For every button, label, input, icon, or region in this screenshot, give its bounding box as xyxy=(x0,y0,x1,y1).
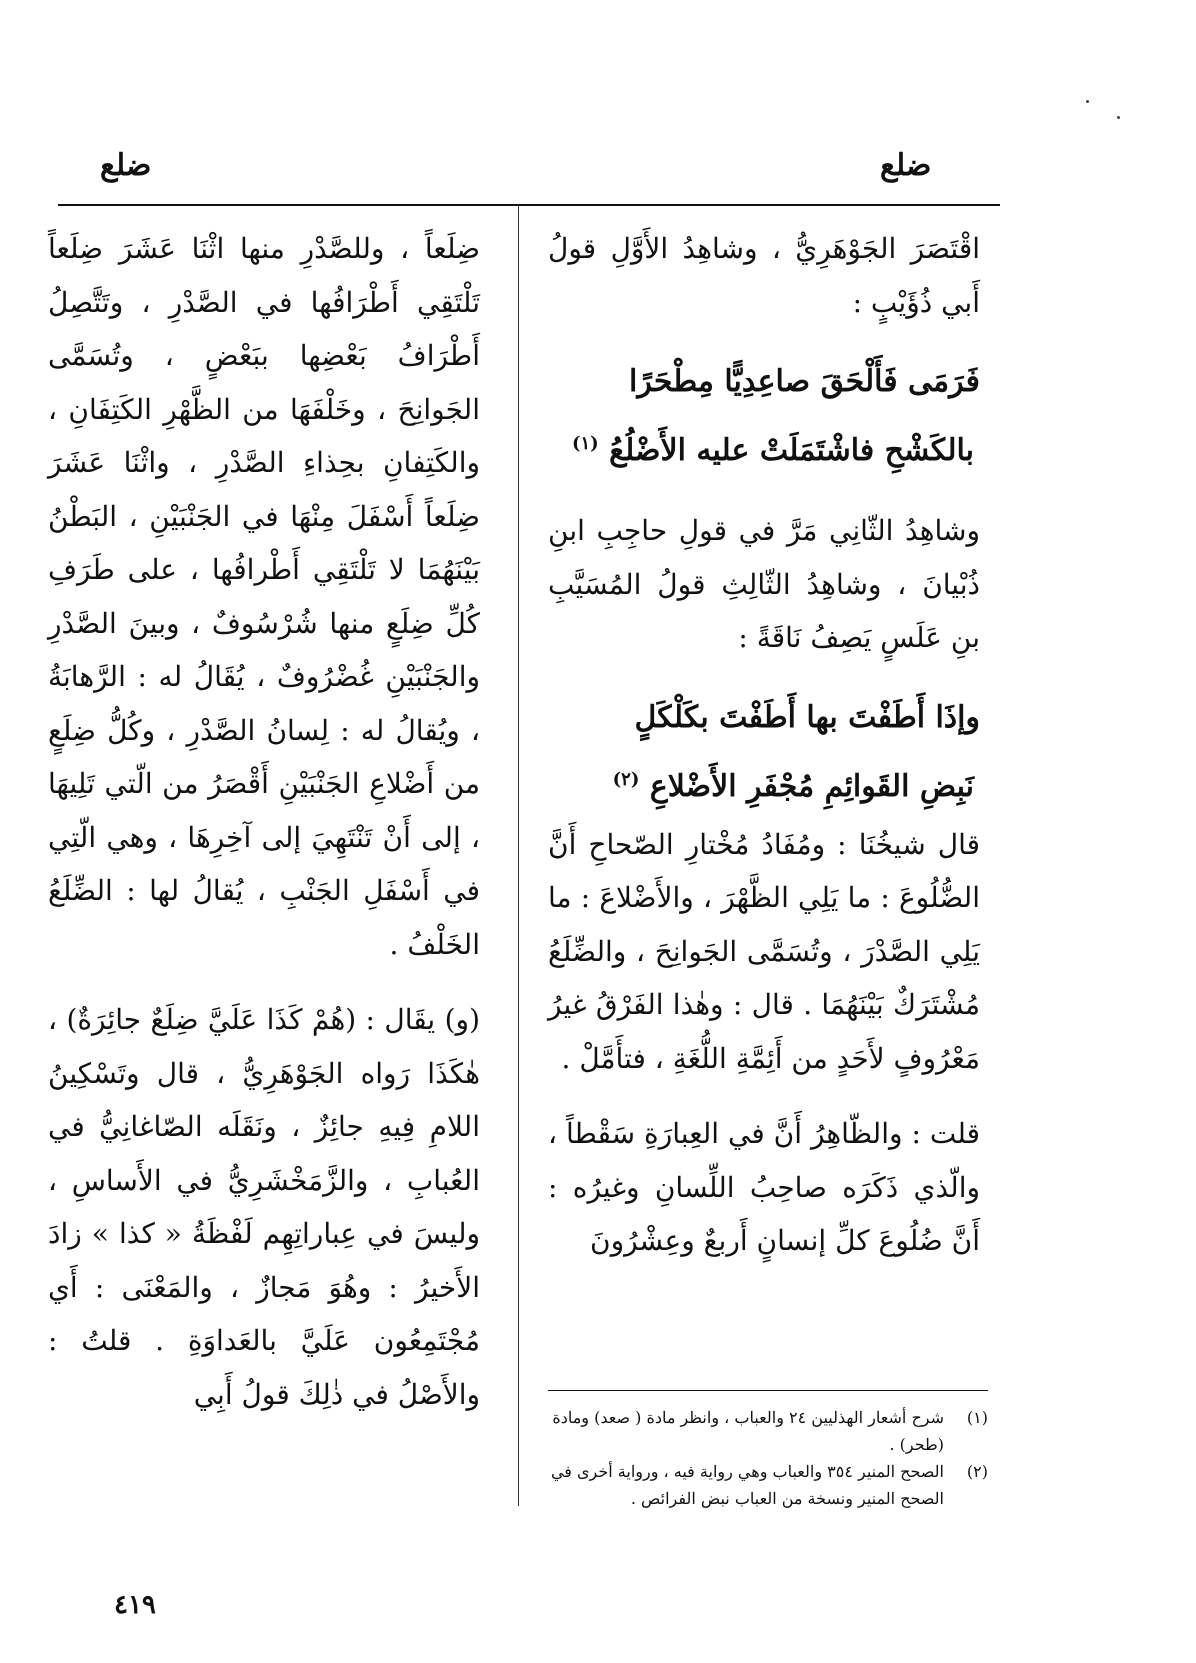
spacer xyxy=(548,1085,980,1107)
spacer xyxy=(548,329,980,351)
running-head-right: ضلع xyxy=(880,148,932,183)
column-divider xyxy=(518,206,519,1506)
spacer xyxy=(48,971,480,993)
scan-speck xyxy=(1086,100,1089,103)
footnote-marker-2: (٢) xyxy=(612,768,640,790)
footnote-1 xyxy=(548,1404,988,1458)
spacer xyxy=(548,482,980,504)
footnote-marker-1: (١) xyxy=(571,433,599,454)
right-para-4: قلت : والظّاهِرُ أَنَّ في العِبارَةِ سَقْطاً ، والّذي ذَكَرَه صاحِبُ اللِّسانِ وغيرُه : أَنَّ ضُلُوعَ كلِّ إنسانٍ أَربعٌ وعِشْرُونَ xyxy=(548,1117,980,1257)
page-number: ٤١٩ xyxy=(114,1590,156,1620)
footnote-rule xyxy=(548,1390,988,1391)
left-para-1: ضِلَعاً ، وللصَّدْرِ منها اثْنَا عَشَرَ ضِلَعاً تَلْتَقِي أَطْرَافُها في الصَّدْرِ ، وتَتَّصِلُ أَطْرَافُ بَعْضِها ببَعْضٍ ، وتُسَمَّى الجَوانِحَ ، وخَلْفَهَا من الظَّهْرِ الكَتِفَانِ ، والكَتِفانِ بحِذاءِ الصَّدْرِ ، واثْنَا عَشَرَ ضِلَعاً أَسْفَلَ مِنْهَا في الجَنْبَيْنِ ، البَطْنُ بَيْنَهُمَا لا تَلْتَقِي أَطْرافُها ، على طَرَفِ كُلِّ ضِلَعٍ منها شُرْسُوفٌ ، وبينَ الصَّدْرِ والجَنْبَيْنِ غُضْرُوفٌ ، يُقَالُ له : الرَّهابَةُ ، ويُقالُ له : لِسانُ الصَّدْرِ ، وكُلُّ ضِلَعٍ من أَضْلاعِ الجَنْبَيْنِ أَقْصَرُ من الّتي تَلِيهَا ، إلى أَنْ تَنْتَهِيَ إلى آخِرِهَا ، وهي الّتِي في أَسْفَلِ الجَنْبِ ، يُقالُ لها : الضِّلَعُ الخَلْفُ . xyxy=(48,232,480,961)
footnote-2 xyxy=(548,1458,988,1512)
verse-1-line-1: فَرَمَى فَأَلْحَقَ صاعِدِيًّا مِطْحَرًا xyxy=(629,364,980,399)
verse-1-line-2 xyxy=(548,413,980,482)
footnote-2-number: (٢) xyxy=(966,1462,988,1481)
left-para-2: (و) يقَال : (هُمْ كَذَا عَلَيَّ ضِلَعٌ جائِرَةٌ) ، هٰكَذَا رَواه الجَوْهَرِيُّ ، قال وتَسْكِينُ اللامِ فِيهِ جائِزٌ ، ونَقَلَه الصّاغانِيُّ في العُبابِ ، والزَّمَخْشَرِيُّ في الأَساسِ ، وليسَ في عِباراتِهِم لَفْظَةُ « كذا » زادَ الأَخيرُ : وهُوَ مَجازٌ ، والمَعْنَى : أَي مُجْتَمِعُون عَلَيَّ بالعَداوَةِ . قلتُ : والأَصْلُ في ذٰلِكَ قولُ أَبِي xyxy=(48,1003,480,1411)
right-para-2: وشاهِدُ الثّانِي مَرَّ في قولِ حاجِبِ ابنِ ذُبْيانَ ، وشاهِدُ الثّالِثِ قولُ المُسَيَّبِ بنِ عَلَسٍ يَصِفُ نَاقَةً : xyxy=(548,514,980,654)
verse-1-line-2-text: بالكَشْحِ فاشْتَمَلَتْ عليه الأَضْلُعُ xyxy=(609,433,974,468)
verse-2-line-2-text: نَبِضِ القَوائِمِ مُجْفَرِ الأَضْلاعِ xyxy=(649,768,974,804)
right-para-3: قال شيخُنَا : ومُفَادُ مُخْتارِ الصّحاحِ أَنَّ الضُّلُوعَ : ما يَلِي الظَّهْرَ ، والأَضْلاعَ : ما يَلِي الصَّدْرَ ، وتُسَمَّى الجَوانِحَ ، والضِّلَعُ مُشْتَرَكٌ بَيْنَهُمَا . قال : وهٰذا الفَرْقُ غيرُ مَعْرُوفٍ لأَحَدٍ من أَئِمَّةِ اللُّغَةِ ، فتأَمَّلْ . xyxy=(548,827,980,1075)
right-column xyxy=(548,222,980,1268)
footnote-1-text: شرح أشعار الهذليين ٢٤ والعباب ، وانظر مادة ( صعد) ومادة (طحر) . xyxy=(552,1408,944,1454)
scan-speck xyxy=(1117,116,1120,119)
right-para-1: اقْتَصَرَ الجَوْهَرِيُّ ، وشاهِدُ الأَوَّلِ قولُ أَبي ذُؤَيْبٍ : xyxy=(548,232,980,319)
footnote-1-number: (١) xyxy=(966,1408,988,1427)
footnotes xyxy=(548,1404,988,1512)
verse-2-line-2 xyxy=(548,749,980,818)
footnote-2-text: الصحح المنير ٣٥٤ والعباب وهي رواية فيه ، ورواية أخرى في الصحح المنير ونسخة من العباب نبض الفرائص . xyxy=(550,1462,944,1508)
header-rule xyxy=(58,204,1000,206)
verse-2-line-1: وإذَا أَطَفْتَ بها أَطَفْتَ بكَلْكَلٍ xyxy=(634,699,980,735)
spacer xyxy=(548,665,980,687)
left-column xyxy=(48,222,480,1421)
running-head-left: ضلع xyxy=(100,148,152,183)
